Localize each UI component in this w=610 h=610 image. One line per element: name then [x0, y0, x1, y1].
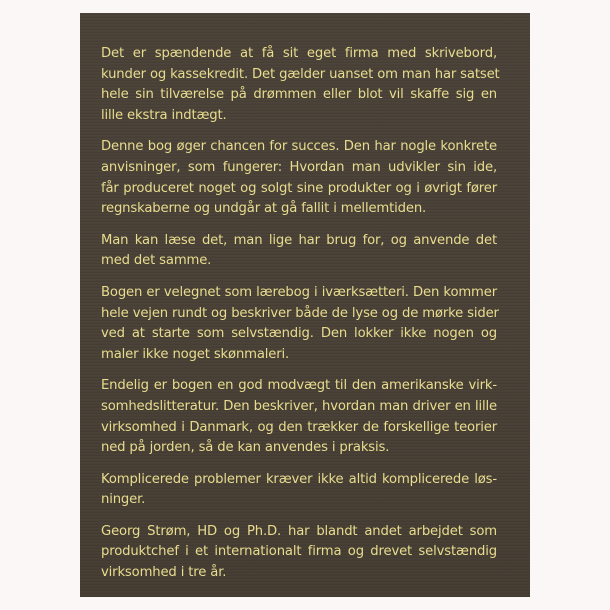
- text-line: ned på jorden, så de kan anvendes i praksis.: [101, 440, 390, 456]
- text-line: produktchef i et internationalt firma og drevet selvstændig: [101, 544, 497, 560]
- text-line: får produceret noget og solgt sine produkter og i øvrigt fører: [101, 180, 497, 196]
- text-line: Bogen er velegnet som lærebog i iværksætteri. Den kommer: [101, 284, 497, 300]
- text-line: virksomhed i Danmark, og den trækker de forskellige teorier: [101, 419, 497, 435]
- text-line: ved at starte som selvstændig. Den lokker ikke nogen og: [101, 326, 497, 342]
- text-line: maler ikke noget skønmaleri.: [101, 346, 290, 362]
- text-line: Denne bog øger chancen for succes. Den har nogle konkrete: [101, 139, 497, 155]
- paragraph-counterweight: [101, 376, 497, 458]
- text-line: lille ekstra indtægt.: [101, 107, 227, 123]
- text-line: virksomhed i tre år.: [101, 565, 227, 581]
- text-line: Man kan læse det, man lige har brug for, og anvende det: [101, 232, 497, 248]
- paragraph-success: [101, 137, 497, 219]
- text-line: Endelig er bogen en god modvægt til den amerikanske virk-: [101, 378, 497, 394]
- paragraph-usage: [101, 231, 497, 272]
- text-line: hele vejen rundt og beskriver både de lyse og de mørke sider: [101, 305, 499, 321]
- blurb-text: [101, 44, 500, 595]
- text-line: somhedslitteratur. Den beskriver, hvordan man driver en lille: [101, 398, 497, 414]
- text-line: Komplicerede problemer kræver ikke altid komplicerede løs-: [101, 471, 497, 487]
- paragraph-intro: [101, 44, 500, 126]
- book-back-cover: [80, 13, 530, 597]
- text-line: med det samme.: [101, 253, 212, 269]
- text-line: hele sin tilværelse på drømmen eller blot vil skaffe sig en: [101, 87, 497, 103]
- text-line: anvisninger, som fungerer: Hvordan man udvikler sin ide,: [101, 159, 497, 175]
- text-line: ninger.: [101, 492, 146, 508]
- text-line: Det er spændende at få sit eget firma med skrivebord,: [101, 46, 497, 61]
- text-line: regnskaberne og undgår at gå fallit i mellemtiden.: [101, 201, 427, 217]
- text-line: kunder og kassekredit. Det gælder uanset om man har satset: [101, 66, 500, 82]
- text-line: Georg Strøm, HD og Ph.D. har blandt andet arbejdet som: [101, 523, 497, 539]
- paragraph-textbook: [101, 283, 497, 365]
- paragraph-author-bio: [101, 522, 497, 584]
- paragraph-problems: [101, 470, 497, 511]
